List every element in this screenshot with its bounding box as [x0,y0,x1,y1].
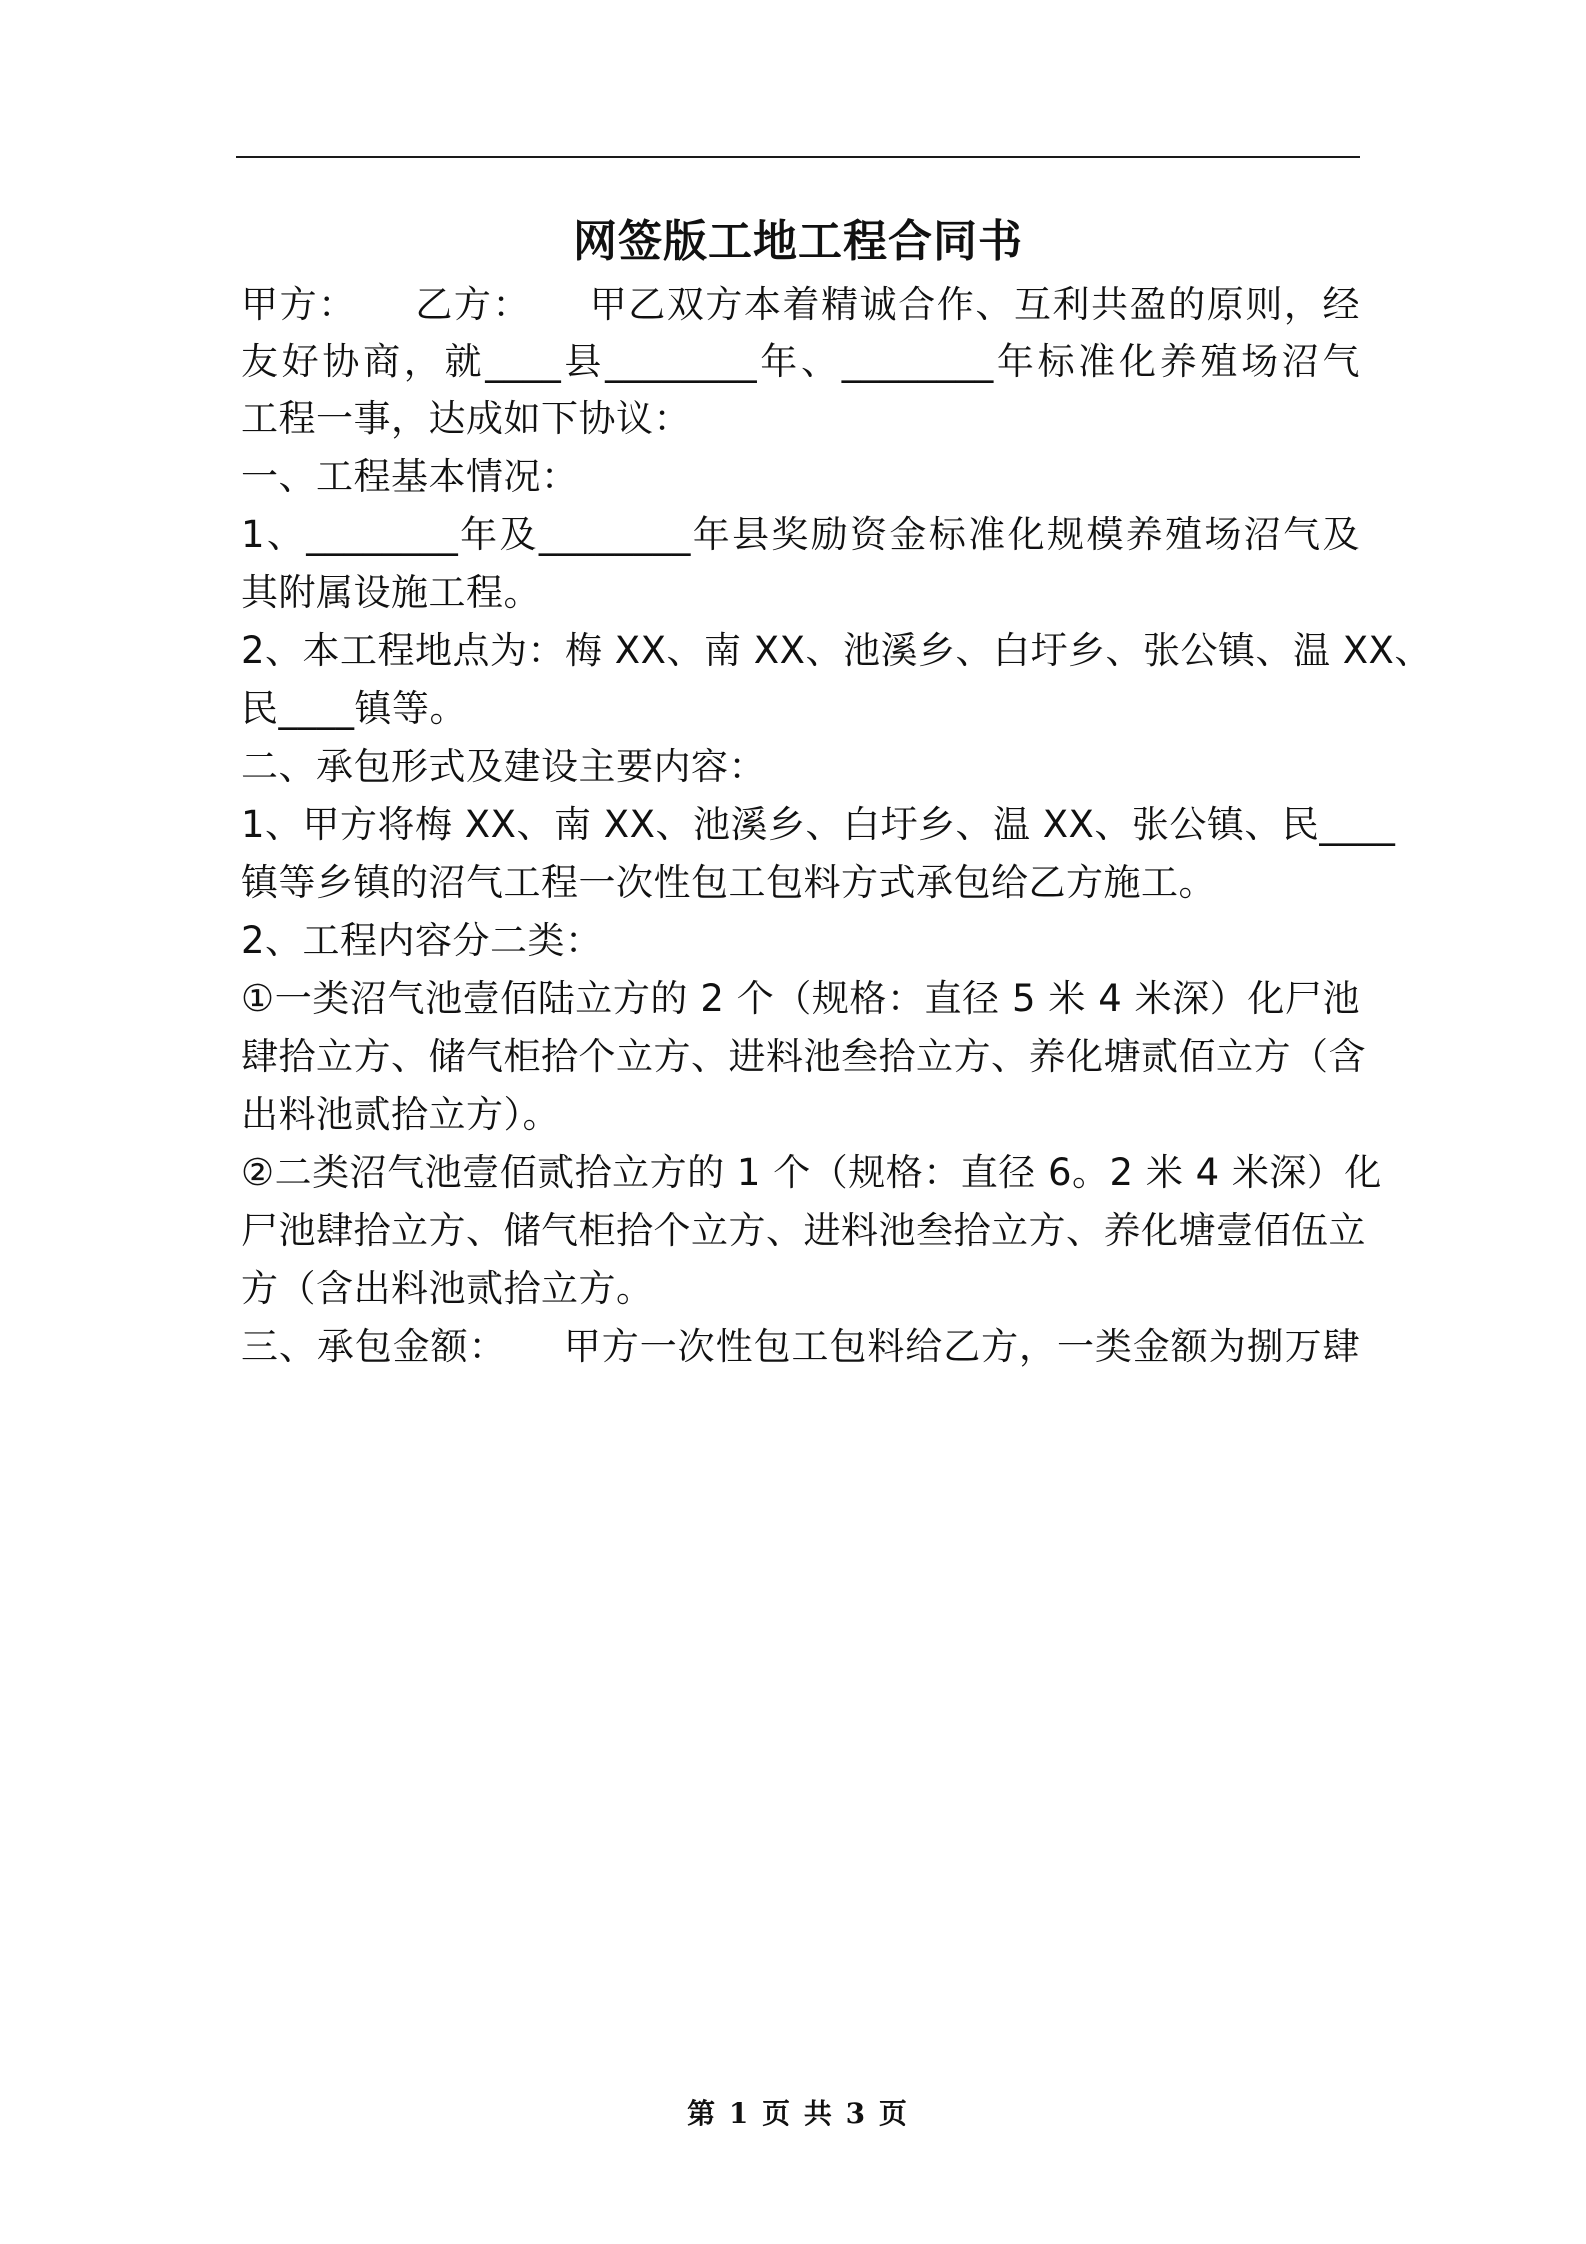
body-line: 2、本工程地点为：梅 XX、南 XX、池溪乡、白圩乡、张公镇、温 XX、 [241,629,1432,672]
body-line: 方（含出料池贰拾立方。 [241,1267,654,1310]
body-line: 其附属设施工程。 [241,571,541,614]
section-heading: 一、工程基本情况： [241,455,579,498]
body-line: 甲方： 乙方： 甲乙双方本着精诚合作、互利共盈的原则，经 [241,283,1360,326]
header-rule [236,156,1360,158]
body-line: 工程一事，达成如下协议： [241,397,691,440]
body-line: 出料池贰拾立方）。 [241,1093,560,1136]
body-line: 肆拾立方、储气柜拾个立方、进料池叁拾立方、养化塘贰佰立方（含 [241,1035,1366,1078]
body-line: 尸池肆拾立方、储气柜拾个立方、进料池叁拾立方、养化塘壹佰伍立 [241,1209,1366,1252]
body-line: 民____镇等。 [241,687,467,730]
section-heading: 二、承包形式及建设主要内容： [241,745,766,788]
body-line: 2、工程内容分二类： [241,919,603,962]
body-line: 友好协商，就____县________年、________年标准化养殖场沼气 [241,340,1360,383]
body-line: 1、________年及________年县奖励资金标准化规模养殖场沼气及 [241,513,1360,556]
section-heading: 三、承包金额： 甲方一次性包工包料给乙方，一类金额为捌万肆 [241,1325,1360,1368]
body-line: 镇等乡镇的沼气工程一次性包工包料方式承包给乙方施工。 [241,861,1216,904]
body-line: 1、甲方将梅 XX、南 XX、池溪乡、白圩乡、温 XX、张公镇、民____ [241,803,1396,846]
body-line: ①一类沼气池壹佰陆立方的 2 个（规格：直径 5 米 4 米深）化尸池 [241,977,1360,1020]
document-title: 网签版工地工程合同书 [573,216,1023,267]
body-line: ②二类沼气池壹佰贰拾立方的 1 个（规格：直径 6。2 米 4 米深）化 [241,1151,1382,1194]
page-footer: 第 1 页 共 3 页 [687,2097,909,2130]
